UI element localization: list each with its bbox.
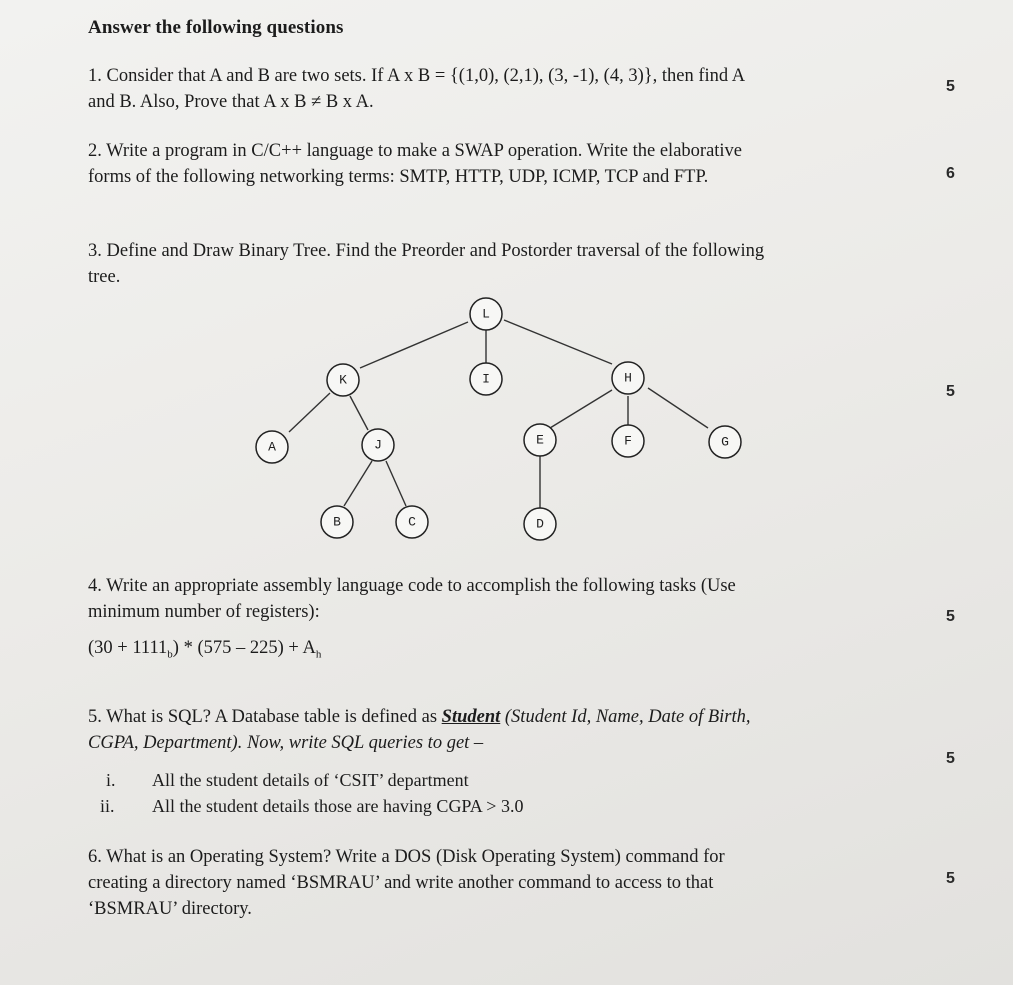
page-heading: Answer the following questions bbox=[88, 17, 344, 38]
question-2-line-1: 2. Write a program in C/C++ language to make a SWAP operation. Write the elaborative bbox=[88, 141, 743, 161]
question-5-line-2 bbox=[88, 730, 751, 756]
question-5-item-2 bbox=[100, 793, 523, 819]
question-6-line-2: creating a directory named ‘BSMRAU’ and write another command to access to that bbox=[88, 873, 714, 893]
node-j-label: J bbox=[374, 437, 382, 453]
question-6 bbox=[88, 844, 725, 922]
question-4-expression bbox=[88, 635, 736, 668]
edge-j-b bbox=[344, 461, 372, 506]
question-6-line-1: 6. What is an Operating System? Write a DOS (Disk Operating System) command for bbox=[88, 847, 725, 867]
question-5-line-1 bbox=[88, 704, 751, 730]
node-l-label: L bbox=[482, 306, 490, 322]
item-number: i. bbox=[106, 770, 116, 790]
node-g-label: G bbox=[721, 434, 729, 450]
question-3-line-2: tree. bbox=[88, 267, 121, 287]
q5-line1-start: 5. What is SQL? A Database table is defined as bbox=[88, 707, 442, 727]
node-k-label: K bbox=[339, 372, 347, 388]
node-e-label: E bbox=[536, 432, 544, 448]
node-h-label: H bbox=[624, 370, 632, 386]
node-f-label: F bbox=[624, 433, 632, 449]
question-4-line-2: minimum number of registers): bbox=[88, 602, 320, 622]
question-5 bbox=[88, 704, 751, 756]
edge-h-e bbox=[550, 390, 612, 428]
item-text: All the student details of ‘CSIT’ department bbox=[152, 770, 469, 790]
edge-k-a bbox=[289, 393, 330, 432]
question-1-marks: 5 bbox=[946, 78, 955, 95]
item-number: ii. bbox=[100, 796, 115, 816]
edge-j-c bbox=[386, 461, 406, 506]
edge-k-j bbox=[350, 396, 368, 430]
question-6-line-3: ‘BSMRAU’ directory. bbox=[88, 899, 252, 919]
question-6-marks: 5 bbox=[946, 870, 955, 887]
question-3-marks: 5 bbox=[946, 383, 955, 400]
question-5-marks: 5 bbox=[946, 750, 955, 767]
q5-line2-text: CGPA, Department). Now, write SQL queries to get – bbox=[88, 733, 484, 753]
question-5-item-1 bbox=[100, 767, 469, 793]
edge-l-h bbox=[504, 320, 612, 364]
node-a-label: A bbox=[268, 439, 276, 455]
question-2-line-2: forms of the following networking terms: SMTP, HTTP, UDP, ICMP, TCP and FTP. bbox=[88, 167, 709, 187]
question-4 bbox=[88, 573, 736, 668]
item-text: All the student details those are having CGPA > 3.0 bbox=[152, 796, 524, 816]
expr-binary-subscript: b bbox=[167, 648, 173, 661]
question-1-line-2: and B. Also, Prove that A x B ≠ B x A. bbox=[88, 92, 374, 112]
node-i-label: I bbox=[482, 371, 490, 387]
question-2-marks: 6 bbox=[946, 165, 955, 182]
question-3-line-1: 3. Define and Draw Binary Tree. Find the Preorder and Postorder traversal of the following bbox=[88, 241, 765, 261]
question-4-marks: 5 bbox=[946, 608, 955, 625]
expr-part-2: ) * (575 – 225) + A bbox=[172, 638, 316, 658]
edge-l-k bbox=[360, 322, 468, 368]
tree-edges bbox=[289, 320, 708, 508]
node-b-label: B bbox=[333, 514, 341, 530]
node-c-label: C bbox=[408, 514, 416, 530]
expr-part-1: (30 + 1111 bbox=[88, 638, 168, 658]
question-1-line-1: 1. Consider that A and B are two sets. If A x B = {(1,0), (2,1), (3, -1), (4, 3)}, then find A bbox=[88, 66, 746, 86]
edge-h-g bbox=[648, 388, 708, 428]
node-d-label: D bbox=[536, 516, 544, 532]
q5-line1-end: (Student Id, Name, Date of Birth, bbox=[500, 707, 751, 727]
question-4-line-1: 4. Write an appropriate assembly language code to accomplish the following tasks (Use bbox=[88, 576, 736, 596]
q5-table-name: Student bbox=[441, 707, 501, 727]
expr-hex-subscript: h bbox=[315, 648, 322, 661]
